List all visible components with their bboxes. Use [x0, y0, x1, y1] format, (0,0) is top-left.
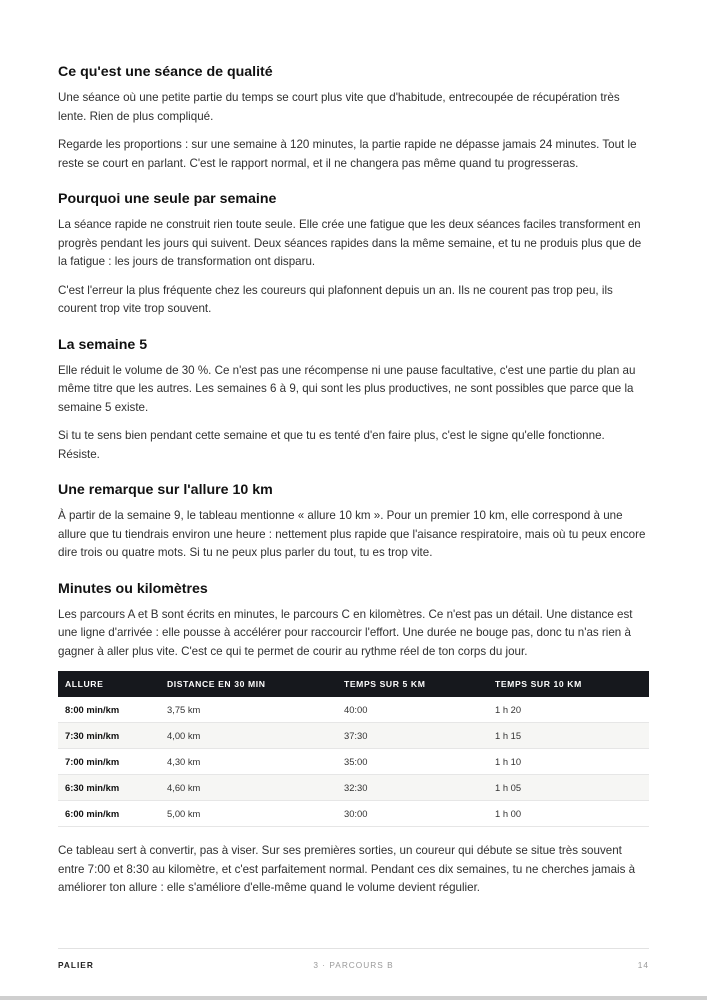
page-footer [58, 948, 649, 979]
section-semaine-5 [58, 335, 649, 465]
paragraph: Une séance où une petite partie du temps se court plus vite que d'habitude, entrecoupée de récupération très lente. Rien de plus compliqué. [58, 91, 620, 123]
paragraph: Les parcours A et B sont écrits en minutes, le parcours C en kilomètres. Ce n'est pas un détail. Une distance est une ligne d'arrivée : elle pousse à accélérer pour raccourcir l'effort. Une durée ne bouge pas, donc tu n'as rien à gagner à aller plus vite. C'est ce qui te permet de courir au rythme réel de ton corps du jour. [58, 607, 633, 658]
table-cell: 4,30 km [160, 749, 337, 775]
table-cell: 6:00 min/km [58, 801, 160, 827]
column-header: TEMPS SUR 5 KM [344, 679, 426, 689]
table-cell: 1 h 05 [488, 775, 649, 801]
table-row [58, 697, 649, 723]
table-row [58, 775, 649, 801]
paragraph: À partir de la semaine 9, le tableau mentionne « allure 10 km ». Pour un premier 10 km, elle correspond à une allure que tu tiendrais environ une heure : nettement plus rapide que l'aisance respiratoire, mais où tu peux encore dire trois ou quatre mots. Si tu ne peux plus parler du tout, tu es trop vite. [58, 509, 646, 559]
table-cell: 7:00 min/km [58, 749, 160, 775]
table-cell: 3,75 km [160, 697, 337, 723]
table-cell: 37:30 [337, 723, 488, 749]
section-seance-qualite [58, 62, 649, 173]
table-cell: 4,60 km [160, 775, 337, 801]
table-cell: 32:30 [337, 775, 488, 801]
table-cell: 1 h 00 [488, 801, 649, 827]
section-title: La semaine 5 [58, 336, 148, 353]
section-minutes-kilometres [58, 579, 649, 662]
table-cell: 1 h 15 [488, 723, 649, 749]
footer-section-label: 3 · PARCOURS B [313, 960, 394, 970]
table-cell: 40:00 [337, 697, 488, 723]
table-cell: 30:00 [337, 801, 488, 827]
table-cell: 1 h 20 [488, 697, 649, 723]
table-cell: 5,00 km [160, 801, 337, 827]
paragraph: La séance rapide ne construit rien toute seule. Elle crée une fatigue que les deux séances faciles transforment en progrès pendant les jours qui suivent. Deux séances rapides dans la même semaine, et tu ne produis plus que de la fatigue : les jours de transformation ont disparu. [58, 218, 642, 268]
table-cell: 8:00 min/km [58, 697, 160, 723]
section-title: Ce qu'est une séance de qualité [58, 64, 273, 80]
table-cell: 6:30 min/km [58, 775, 160, 801]
column-header: TEMPS SUR 10 KM [495, 679, 582, 689]
table-cell: 4,00 km [160, 723, 337, 749]
table-header-row [58, 671, 649, 697]
table-note: Ce tableau sert à convertir, pas à viser. Sur ses premières sorties, un coureur qui débute se situe très souvent entre 7:00 et 8:30 au kilomètre, et c'est parfaitement normal. Pendant ces dix semaines, tu ne cherches jamais à améliorer ton allure : elle s'améliore d'elle-même quand le volume devient régulier. [58, 844, 636, 894]
table-row [58, 801, 649, 827]
page-number: 14 [637, 960, 649, 970]
section-allure-10km [58, 480, 649, 563]
table-row [58, 723, 649, 749]
section-title: Pourquoi une seule par semaine [58, 191, 277, 207]
column-header: DISTANCE EN 30 MIN [167, 679, 266, 689]
paragraph: Elle réduit le volume de 30 %. Ce n'est pas une récompense ni une pause facultative, c'est une partie du plan au même titre que les autres. Les semaines 6 à 9, qui sont les plus productives, ne sont possibles que parce que la semaine 5 existe. [58, 363, 636, 414]
paragraph: C'est l'erreur la plus fréquente chez les coureurs qui plafonnent depuis un an. Ils ne courent pas trop peu, ils courent trop vite trop souvent. [58, 283, 613, 315]
footer-brand: PALIER [58, 960, 94, 970]
section-title: Une remarque sur l'allure 10 km [58, 482, 273, 498]
table-cell: 7:30 min/km [58, 723, 160, 749]
section-une-par-semaine [58, 189, 649, 319]
page-content [58, 62, 649, 898]
column-header: ALLURE [65, 679, 104, 689]
table-cell: 35:00 [337, 749, 488, 775]
pace-conversion-table [58, 671, 649, 827]
section-title: Minutes ou kilomètres [58, 580, 208, 597]
bottom-edge-bar [0, 996, 707, 1000]
table-row [58, 749, 649, 775]
paragraph: Regarde les proportions : sur une semaine à 120 minutes, la partie rapide ne dépasse jamais 24 minutes. Tout le reste se court en parlant. C'est le rapport normal, et il ne changera pas même quand tu progresseras. [58, 138, 637, 170]
paragraph: Si tu te sens bien pendant cette semaine et que tu es tenté d'en faire plus, c'est le signe qu'elle fonctionne. Résiste. [58, 429, 605, 461]
table-cell: 1 h 10 [488, 749, 649, 775]
